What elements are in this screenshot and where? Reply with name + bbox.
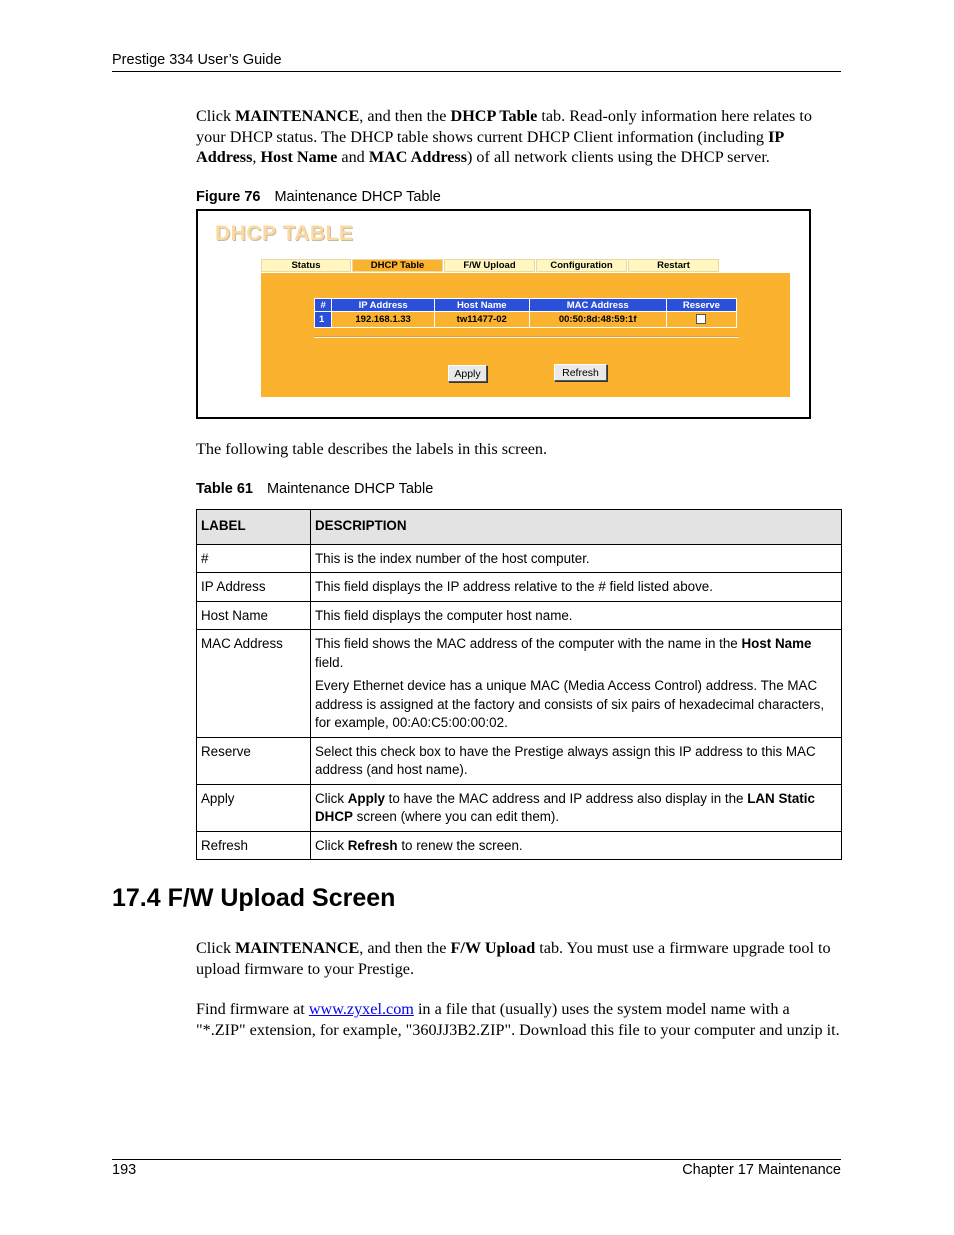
refresh-button[interactable]: Refresh bbox=[554, 364, 607, 381]
row-label: IP Address bbox=[197, 573, 311, 602]
row-label: Apply bbox=[197, 784, 311, 831]
following-text: The following table describes the labels in this screen. bbox=[196, 440, 548, 458]
table-row bbox=[197, 630, 842, 738]
row-description: Select this check box to have the Prestige always assign this IP address to this MAC address (and host name). bbox=[311, 737, 842, 784]
header-label: LABEL bbox=[197, 510, 311, 545]
intro-paragraph: Click MAINTENANCE, and then the DHCP Table tab. Read-only information here relates to your DHCP status. The DHCP table shows current DHCP Client information (including IP Address, Host Name and MAC Address) of all network clients using the DHCP server. bbox=[196, 107, 812, 166]
table-row bbox=[197, 784, 842, 831]
table-row bbox=[197, 544, 842, 573]
zyxel-link[interactable]: www.zyxel.com bbox=[308, 1000, 414, 1018]
apply-button[interactable]: Apply bbox=[448, 365, 487, 382]
tab-fw-upload[interactable]: F/W Upload bbox=[444, 259, 535, 272]
row-description: Click Refresh to renew the screen. bbox=[311, 831, 842, 860]
table-row bbox=[315, 312, 736, 327]
row-description: This field displays the IP address relative to the # field listed above. bbox=[311, 573, 842, 602]
col-mac-address: MAC Address bbox=[530, 299, 666, 311]
col-host-name: Host Name bbox=[435, 299, 529, 311]
chapter-title: Chapter 17 Maintenance bbox=[682, 1162, 841, 1178]
table-row bbox=[197, 601, 842, 630]
header-rule bbox=[112, 71, 841, 72]
figure-screenshot bbox=[196, 209, 811, 419]
tab-dhcp-table[interactable]: DHCP Table bbox=[352, 259, 443, 272]
row-description: This field displays the computer host name. bbox=[311, 601, 842, 630]
figure-heading: DHCP TABLE bbox=[215, 222, 354, 245]
row-label: Host Name bbox=[197, 601, 311, 630]
section-paragraph-2: Find firmware at www.zyxel.com in a file that (usually) uses the system model name with a "*.ZIP" extension, for example, "360JJ3B2.ZIP". Download this file to your computer and unzip it. bbox=[196, 1000, 840, 1039]
row-mac: 00:50:8d:48:59:1f bbox=[530, 312, 666, 327]
table-row bbox=[197, 737, 842, 784]
row-reserve bbox=[667, 312, 736, 327]
row-label: # bbox=[197, 544, 311, 573]
tab-restart[interactable]: Restart bbox=[628, 259, 719, 272]
dhcp-client-table bbox=[314, 298, 737, 328]
col-ip-address: IP Address bbox=[332, 299, 434, 311]
figure-caption: Figure 76 Maintenance DHCP Table bbox=[196, 189, 441, 205]
description-table bbox=[196, 509, 842, 860]
dhcp-panel bbox=[261, 273, 790, 397]
row-description: Click Apply to have the MAC address and IP address also display in the LAN Static DHCP screen (where you can edit them). bbox=[311, 784, 842, 831]
table-divider bbox=[314, 336, 739, 338]
tab-bar bbox=[261, 259, 720, 273]
row-index: 1 bbox=[315, 312, 331, 327]
row-ip: 192.168.1.33 bbox=[332, 312, 434, 327]
header-description: DESCRIPTION bbox=[311, 510, 842, 545]
row-label: Refresh bbox=[197, 831, 311, 860]
tab-status[interactable]: Status bbox=[261, 259, 351, 272]
row-description: This field shows the MAC address of the computer with the name in the Host Name field. Every Ethernet device has a unique MAC (Media Access Control) address. The MAC address is assigned at the factory and consists of six pairs of hexadecimal characters, for example, 00:A0:C5:00:00:02. bbox=[311, 630, 842, 738]
footer-rule bbox=[112, 1159, 841, 1160]
section-paragraph-1: Click MAINTENANCE, and then the F/W Upload tab. You must use a firmware upgrade tool to upload firmware to your Prestige. bbox=[196, 939, 831, 978]
row-label: MAC Address bbox=[197, 630, 311, 738]
reserve-checkbox[interactable] bbox=[696, 314, 706, 324]
row-description: This is the index number of the host computer. bbox=[311, 544, 842, 573]
page-number: 193 bbox=[112, 1162, 137, 1178]
table-caption: Table 61 Maintenance DHCP Table bbox=[196, 481, 434, 497]
section-title: 17.4 F/W Upload Screen bbox=[112, 884, 396, 912]
row-label: Reserve bbox=[197, 737, 311, 784]
running-header: Prestige 334 User’s Guide bbox=[112, 52, 282, 68]
tab-configuration[interactable]: Configuration bbox=[536, 259, 627, 272]
col-reserve: Reserve bbox=[667, 299, 736, 311]
col-index: # bbox=[315, 299, 331, 311]
row-host: tw11477-02 bbox=[435, 312, 529, 327]
table-row bbox=[197, 573, 842, 602]
table-row bbox=[197, 831, 842, 860]
